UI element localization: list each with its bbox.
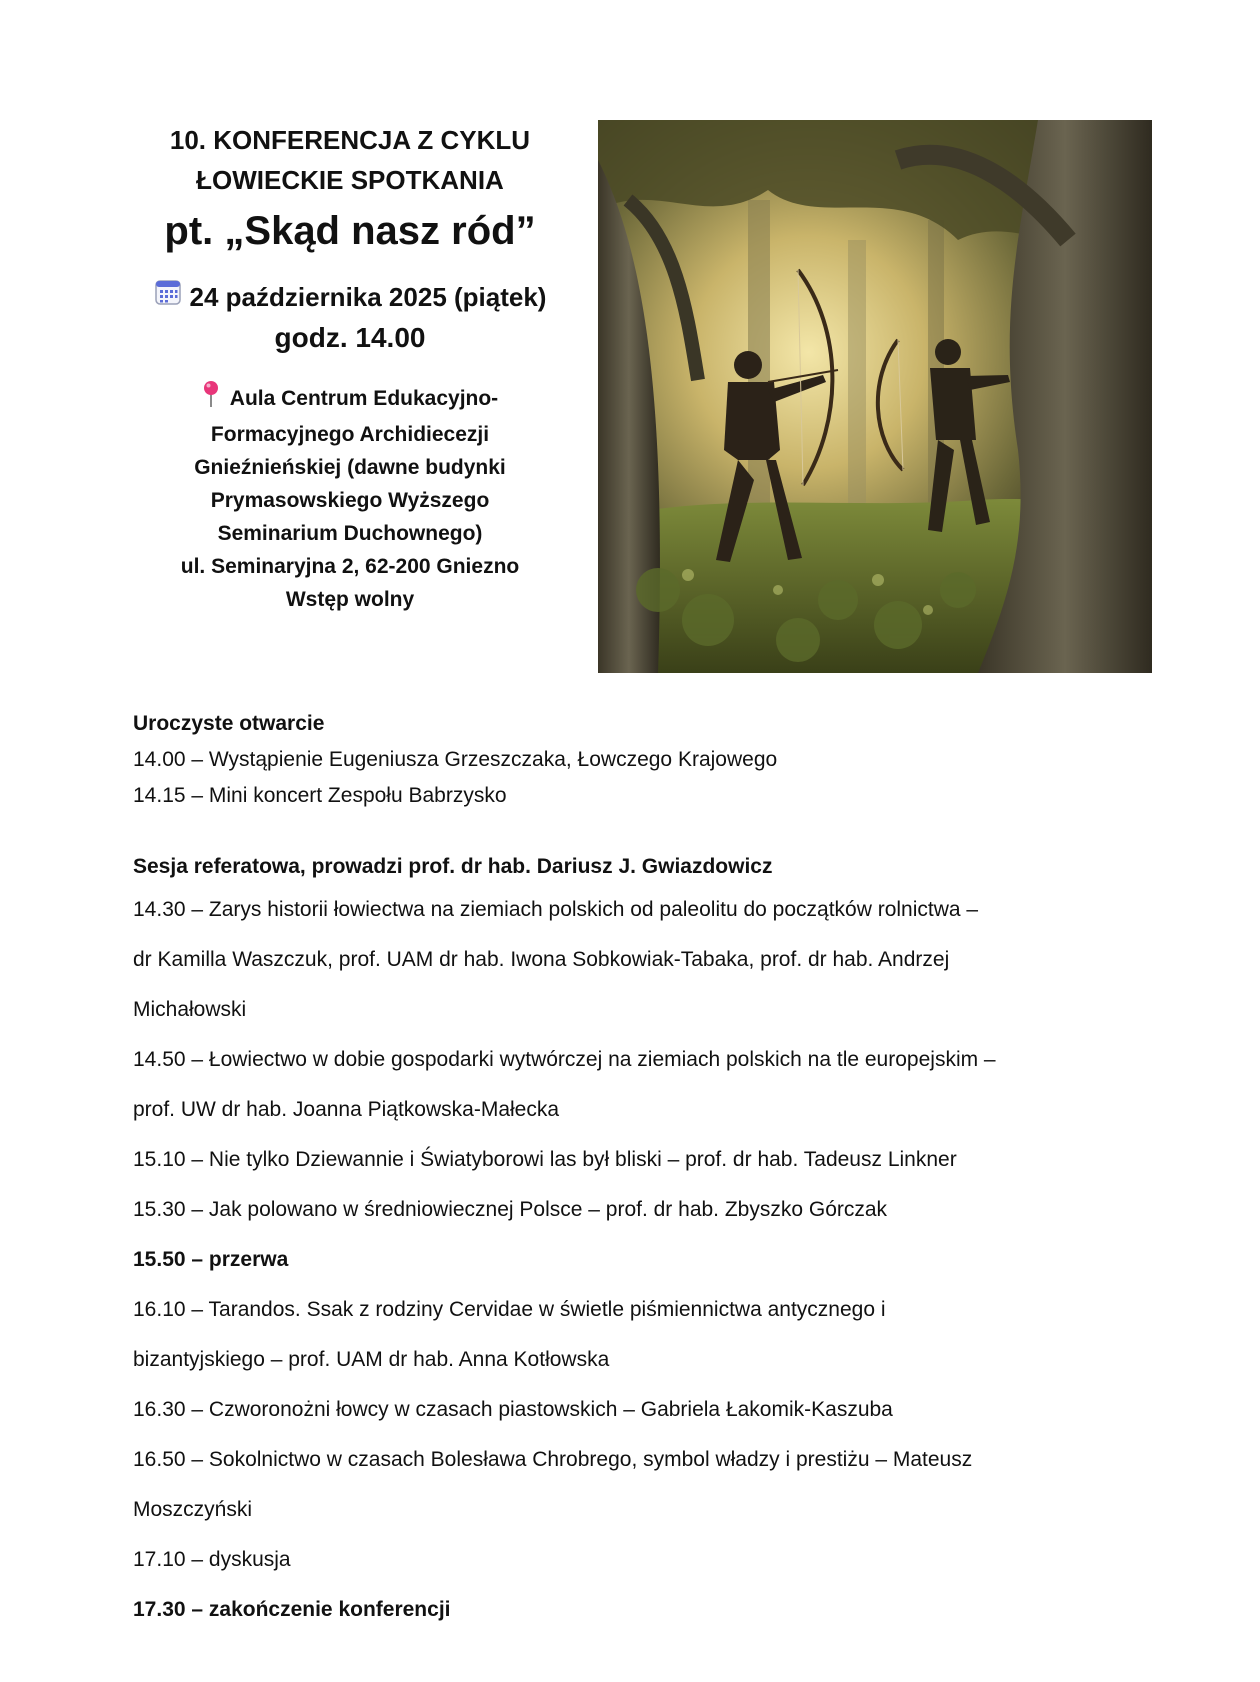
- program-item: 16.10 – Tarandos. Ssak z rodziny Cervidae w świetle piśmiennictwa antycznego i: [133, 1298, 886, 1321]
- program-item: Michałowski: [133, 998, 247, 1021]
- opening-heading: Uroczyste otwarcie: [133, 712, 325, 735]
- program: [133, 706, 1173, 1635]
- program-item: 14.50 – Łowiectwo w dobie gospodarki wytwórczej na ziemiach polskich na tle europejskim –: [133, 1048, 996, 1071]
- program-item: 16.50 – Sokolnictwo w czasach Bolesława Chrobrego, symbol władzy i prestiżu – Mateusz: [133, 1448, 973, 1471]
- venue-address: ul. Seminaryjna 2, 62-200 Gniezno: [180, 555, 520, 578]
- session-section: [133, 849, 1173, 1635]
- program-item: bizantyjskiego – prof. UAM dr hab. Anna Kotłowska: [133, 1348, 610, 1371]
- calendar-icon: [154, 278, 182, 316]
- session-heading: Sesja referatowa, prowadzi prof. dr hab. Dariusz J. Gwiazdowicz: [133, 855, 773, 878]
- event-header: [125, 120, 575, 616]
- admission-note: Wstęp wolny: [285, 588, 415, 611]
- opening-section: [133, 706, 1173, 814]
- closing-item: 17.30 – zakończenie konferencji: [133, 1598, 451, 1621]
- event-time: godz. 14.00: [274, 322, 426, 353]
- venue-line: Seminarium Duchownego): [217, 522, 483, 545]
- map-pin-icon: [202, 380, 220, 418]
- program-item: dr Kamilla Waszczuk, prof. UAM dr hab. Iwona Sobkowiak-Tabaka, prof. dr hab. Andrzej: [133, 948, 950, 971]
- event-date-row: [125, 278, 575, 316]
- program-item: prof. UW dr hab. Joanna Piątkowska-Małecka: [133, 1098, 560, 1121]
- forest-archers-illustration: [598, 120, 1152, 673]
- venue-line: Prymasowskiego Wyższego: [210, 489, 490, 512]
- conference-title: pt. „Skąd nasz ród”: [164, 209, 536, 253]
- program-item: 14.30 – Zarys historii łowiectwa na ziemiach polskich od paleolitu do początków rolnictwa –: [133, 898, 979, 921]
- conference-series: ŁOWIECKIE SPOTKANIA: [196, 165, 504, 195]
- venue-line: Formacyjnego Archidiecezji: [210, 423, 490, 446]
- program-item: 15.10 – Nie tylko Dziewannie i Światyborowi las był bliski – prof. dr hab. Tadeusz Linkner: [133, 1148, 957, 1171]
- program-item: 14.00 – Wystąpienie Eugeniusza Grzeszczaka, Łowczego Krajowego: [133, 748, 778, 771]
- program-item: 14.15 – Mini koncert Zespołu Babrzysko: [133, 784, 507, 807]
- event-date: 24 października 2025 (piątek): [189, 282, 547, 312]
- conference-number: 10. KONFERENCJA Z CYKLU: [169, 125, 531, 155]
- venue-line: Gnieźnieńskiej (dawne budynki: [194, 456, 506, 479]
- venue-block: [125, 380, 575, 616]
- break-item: 15.50 – przerwa: [133, 1248, 289, 1271]
- program-item: 17.10 – dyskusja: [133, 1548, 291, 1571]
- program-item: 15.30 – Jak polowano w średniowiecznej Polsce – prof. dr hab. Zbyszko Górczak: [133, 1198, 888, 1221]
- program-item: Moszczyński: [133, 1498, 253, 1521]
- venue-line: Aula Centrum Edukacyjno-: [125, 380, 575, 418]
- program-item: 16.30 – Czworonożni łowcy w czasach piastowskich – Gabriela Łakomik-Kaszuba: [133, 1398, 893, 1421]
